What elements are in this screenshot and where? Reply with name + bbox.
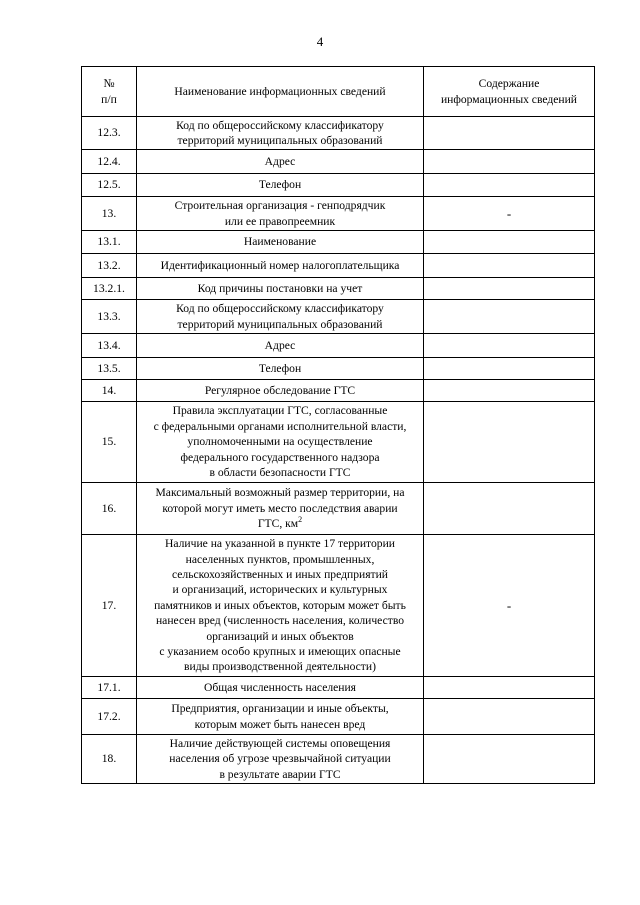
row-name <box>137 117 424 150</box>
row-value: - <box>424 535 595 677</box>
table-row <box>82 278 595 300</box>
row-name <box>137 735 424 784</box>
row-name <box>137 677 424 699</box>
row-name-text: Идентификационный номер налогоплательщика <box>160 258 400 272</box>
table-row <box>82 300 595 334</box>
row-number: 17. <box>82 535 137 677</box>
row-value <box>424 174 595 197</box>
row-number: 18. <box>82 735 137 784</box>
row-number: 12.4. <box>82 150 137 174</box>
table-row <box>82 174 595 197</box>
row-value <box>424 334 595 358</box>
row-name-text: Адрес <box>264 154 296 168</box>
row-number: 15. <box>82 402 137 483</box>
table-row <box>82 380 595 402</box>
row-value <box>424 150 595 174</box>
table-row <box>82 535 595 677</box>
row-number: 13.2. <box>82 254 137 278</box>
row-value <box>424 358 595 380</box>
information-table <box>81 66 595 784</box>
row-name <box>137 254 424 278</box>
row-number: 17.2. <box>82 699 137 735</box>
table-row <box>82 334 595 358</box>
row-name-text: Предприятия, организации и иные объекты, которым может быть нанесен вред <box>171 702 389 731</box>
row-name-text: Регулярное обследование ГТС <box>204 383 356 397</box>
row-name <box>137 231 424 254</box>
table-row <box>82 117 595 150</box>
row-name <box>137 483 424 535</box>
row-name-text: Правила эксплуатации ГТС, согласованные с федеральными органами исполнительной власти, уполномоченными на осуществление федерального государственного надзора в области безопасности ГТС <box>153 404 407 480</box>
row-value <box>424 402 595 483</box>
header-content: Содержание информационных сведений <box>424 67 595 117</box>
row-value: - <box>424 197 595 231</box>
table-row <box>82 735 595 784</box>
row-name-text: Наличие на указанной в пункте 17 территории населенных пунктов, промышленных, сельскохозяйственных и иных предприятий и организаций, исторических и культурных памятников и иных объектов, которым может быть нанесен вред (численность населения, количество организаций и иных объектов с указанием особо крупных и имеющих опасные виды производственной деятельности) <box>154 537 406 674</box>
table-row <box>82 150 595 174</box>
row-name <box>137 380 424 402</box>
header-row <box>82 67 595 117</box>
row-number: 13.5. <box>82 358 137 380</box>
row-name-text: Телефон <box>258 361 302 375</box>
row-name-text: Код причины постановки на учет <box>197 281 363 295</box>
row-number: 12.3. <box>82 117 137 150</box>
row-name-text: Общая численность населения <box>203 680 357 694</box>
row-number: 13.3. <box>82 300 137 334</box>
row-name <box>137 300 424 334</box>
row-name <box>137 535 424 677</box>
row-name <box>137 334 424 358</box>
row-value <box>424 278 595 300</box>
row-value <box>424 231 595 254</box>
row-number: 16. <box>82 483 137 535</box>
table-row <box>82 231 595 254</box>
row-value <box>424 254 595 278</box>
row-name <box>137 358 424 380</box>
row-number: 17.1. <box>82 677 137 699</box>
row-name-text: Максимальный возможный размер территории, на которой могут иметь место последствия аварии ГТС, км <box>155 486 405 531</box>
row-number: 13.4. <box>82 334 137 358</box>
page-number: 4 <box>316 34 324 49</box>
row-value <box>424 300 595 334</box>
row-value <box>424 117 595 150</box>
row-number: 12.5. <box>82 174 137 197</box>
row-value <box>424 699 595 735</box>
row-name <box>137 278 424 300</box>
table-row <box>82 254 595 278</box>
row-name <box>137 197 424 231</box>
row-name <box>137 174 424 197</box>
table-row <box>82 402 595 483</box>
row-name-superscript: 2 <box>298 515 303 525</box>
row-name-text: Код по общероссийскому классификатору территорий муниципальных образований <box>176 302 384 331</box>
table-row <box>82 197 595 231</box>
row-number: 13. <box>82 197 137 231</box>
row-value <box>424 677 595 699</box>
table-row <box>82 358 595 380</box>
table-row <box>82 677 595 699</box>
row-name <box>137 699 424 735</box>
row-value <box>424 735 595 784</box>
row-number: 14. <box>82 380 137 402</box>
row-value <box>424 483 595 535</box>
table-row <box>82 483 595 535</box>
row-name-text: Наличие действующей системы оповещения населения об угрозе чрезвычайной ситуации в результате аварии ГТС <box>169 736 391 781</box>
header-num: № п/п <box>82 67 137 117</box>
row-name <box>137 402 424 483</box>
row-name-text: Адрес <box>264 338 296 352</box>
table-row <box>82 699 595 735</box>
row-name-text: Код по общероссийскому классификатору территорий муниципальных образований <box>176 118 384 147</box>
row-number: 13.1. <box>82 231 137 254</box>
row-name-text: Наименование <box>243 235 317 249</box>
header-name: Наименование информационных сведений <box>137 67 424 117</box>
row-value <box>424 380 595 402</box>
row-name <box>137 150 424 174</box>
row-number: 13.2.1. <box>82 278 137 300</box>
row-name-text: Телефон <box>258 178 302 192</box>
row-name-text: Строительная организация - генподрядчик или ее правопреемник <box>174 199 386 228</box>
